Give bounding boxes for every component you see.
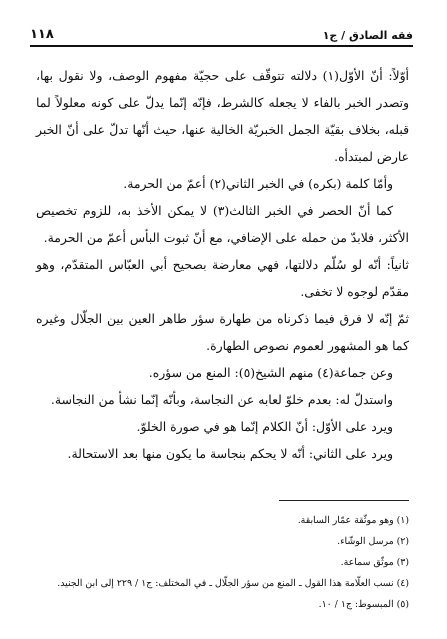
header-rule (30, 45, 413, 47)
footnote-rule (279, 500, 409, 501)
main-text (36, 62, 409, 467)
paragraph: كما أنّ الحصر في الخبر الثالث(٣) لا يمكن الأخذ به، للزوم تخصيص الأكثر، فلابدّ من حمله على الإضافي، مع أنّ ثبوت البأس أعمّ من الحرمة. (36, 203, 409, 245)
footnote: (٢) مرسل الوشّاء. (337, 536, 409, 547)
paragraph: ثانياً: أنّه لو سُلّم دلالتها، فهي معارضة بصحيح أبي العبّاس المتقدّم، وهو مقدّم لوجوه لا تخفى. (36, 257, 409, 299)
paragraph: وأمّا كلمة (بكره) في الخبر الثاني(٢) أعمّ من الحرمة. (123, 176, 393, 191)
paragraph: ويرد على الأوّل: أنّ الكلام إنّما هو في صورة الخلوّ. (136, 419, 393, 434)
paragraph: ويرد على الثاني: أنّه لا يحكم بنجاسة ما يكون منها بعد الاستحالة. (67, 446, 393, 461)
footnote: (٥) المبسوط: ج١ / ١٠. (318, 599, 409, 610)
footnote: (١) وهو موثّقة عمّار السابقة. (297, 515, 409, 526)
paragraph: وعن جماعة(٤) منهم الشيخ(٥): المنع من سؤره. (148, 365, 393, 380)
running-title: فقه الصادق / ج١ (322, 29, 413, 42)
page-header (30, 20, 413, 42)
footnote: (٣) موثّق سماعة. (340, 557, 409, 568)
footnote: (٤) نسب العلّامة هذا القول ـ المنع من سؤر الجلّال ـ في المختلف: ج١ / ٢٢٩ إلى ابن الجنيد. (57, 578, 409, 589)
paragraph: واستدلّ له: بعدم خلوّ لعابه عن النجاسة، وبأنّه إنّما نشأ من النجاسة. (50, 392, 393, 407)
page-number: ١١٨ (30, 27, 54, 42)
paragraph: ثمّ إنّه لا فرق فيما ذكرناه من طهارة سؤر طاهر العين بين الجلّال وغيره كما هو المشهور لعموم نصوص الطهارة. (36, 311, 409, 353)
footnotes (36, 510, 409, 615)
paragraph: أوّلاً: أنّ الأوّل(١) دلالته تتوقّف على حجيّة مفهوم الوصف، ولا نقول بها، وتصدر الخبر بالفاء لا يجعله كالشرط، فإنّه إنّما يدلّ على كونه معلولاً لما قبله، بخلاف بقيّة الجمل الخبريّة الخالية عنها، حيث أنّها تدلّ على أنّ الخبر عارض لمبتدأه. (36, 68, 409, 164)
